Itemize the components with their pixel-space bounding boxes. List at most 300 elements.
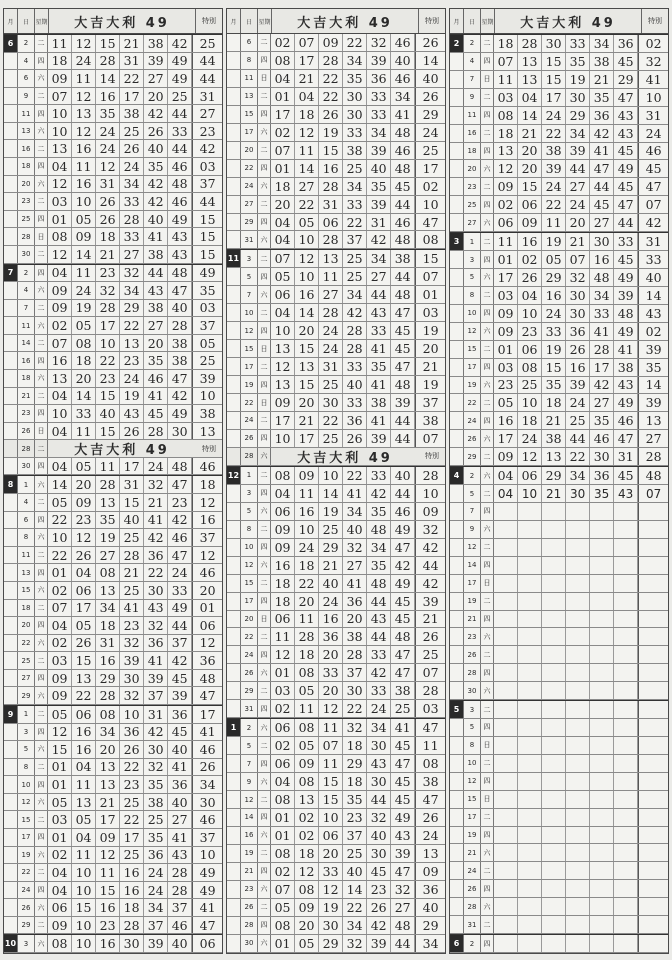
drawn-number: 27	[590, 394, 614, 411]
number-cells	[48, 847, 222, 864]
day-cell: 19	[241, 845, 258, 862]
drawn-number: 28	[295, 628, 319, 645]
drawn-number: 31	[367, 214, 391, 231]
day-cell: 6	[241, 34, 258, 51]
draw-row	[450, 773, 668, 791]
drawn-number: 22	[343, 214, 367, 231]
drawn-number: 16	[72, 176, 96, 193]
day-cell: 17	[241, 358, 258, 375]
drawn-number: 16	[590, 251, 614, 268]
draw-row	[227, 575, 445, 593]
drawn-number: 12	[319, 881, 343, 898]
drawn-number: 33	[614, 233, 638, 250]
drawn-number	[518, 503, 542, 520]
drawn-number: 36	[168, 776, 192, 793]
drawn-number	[494, 664, 518, 681]
drawn-number: 40	[168, 741, 192, 758]
drawn-number	[494, 827, 518, 844]
month-cell	[227, 827, 241, 844]
special-number: 17	[415, 160, 445, 177]
special-number: 13	[415, 845, 445, 862]
special-number: 07	[638, 196, 668, 213]
drawn-number: 41	[391, 106, 415, 123]
drawn-number: 22	[343, 34, 367, 51]
header-special: 特別	[202, 17, 216, 25]
day-cell: 3	[18, 724, 35, 741]
drawn-number	[566, 809, 590, 826]
drawn-number	[542, 844, 566, 861]
drawn-number	[614, 935, 638, 952]
drawn-number: 15	[542, 359, 566, 376]
drawn-number	[590, 646, 614, 663]
drawn-number: 10	[120, 706, 144, 723]
drawn-number	[518, 898, 542, 915]
drawn-number	[542, 557, 566, 574]
drawn-number: 12	[271, 358, 295, 375]
day-cell: 8	[464, 737, 481, 754]
drawn-number: 16	[120, 882, 144, 899]
drawn-number: 12	[295, 124, 319, 141]
drawn-number: 41	[590, 323, 614, 340]
drawn-number: 32	[343, 719, 367, 736]
special-number: 09	[415, 863, 445, 880]
month-cell: 2	[450, 35, 464, 52]
drawn-number	[542, 539, 566, 556]
day-cell: 24	[241, 178, 258, 195]
number-cells	[271, 467, 445, 484]
drawn-number: 05	[72, 211, 96, 228]
draw-row	[227, 70, 445, 88]
drawn-number: 15	[319, 773, 343, 790]
drawn-number: 22	[120, 317, 144, 334]
drawn-number: 03	[271, 682, 295, 699]
month-cell: 6	[450, 935, 464, 952]
drawn-number: 09	[72, 494, 96, 511]
weekday-cell: 四	[35, 265, 48, 282]
number-cells	[271, 935, 445, 952]
drawn-number: 30	[144, 582, 168, 599]
number-cells	[48, 917, 222, 934]
draw-row	[450, 394, 668, 412]
draw-row	[227, 917, 445, 935]
drawn-number: 33	[343, 196, 367, 213]
drawn-number: 44	[566, 160, 590, 177]
drawn-number: 34	[367, 124, 391, 141]
drawn-number: 42	[590, 125, 614, 142]
draw-row	[450, 521, 668, 539]
draw-row	[450, 466, 668, 485]
draw-row	[450, 611, 668, 629]
weekday-cell: 日	[258, 340, 271, 357]
drawn-number: 16	[96, 935, 120, 952]
drawn-number: 33	[168, 123, 192, 140]
number-cells	[48, 706, 222, 723]
number-cells	[271, 791, 445, 808]
drawn-number: 19	[319, 503, 343, 520]
drawn-number	[590, 809, 614, 826]
drawn-number: 18	[48, 53, 72, 70]
special-number: 13	[192, 423, 222, 440]
number-cells	[494, 448, 668, 465]
number-cells	[271, 124, 445, 141]
number-cells	[271, 664, 445, 681]
drawn-number	[542, 791, 566, 808]
drawn-number	[590, 898, 614, 915]
draw-row	[4, 88, 222, 106]
special-number: 41	[192, 899, 222, 916]
drawn-number: 34	[566, 467, 590, 484]
special-number	[638, 628, 668, 645]
drawn-number: 09	[494, 448, 518, 465]
drawn-number: 10	[295, 521, 319, 538]
drawn-number: 24	[144, 882, 168, 899]
drawn-number: 11	[542, 214, 566, 231]
drawn-number	[614, 646, 638, 663]
drawn-number: 23	[96, 917, 120, 934]
drawn-number	[614, 809, 638, 826]
drawn-number: 14	[518, 107, 542, 124]
special-number: 46	[192, 811, 222, 828]
draw-row	[4, 811, 222, 829]
weekday-cell: 四	[481, 773, 494, 790]
drawn-number: 05	[295, 214, 319, 231]
drawn-number	[614, 593, 638, 610]
drawn-number: 18	[120, 899, 144, 916]
drawn-number: 19	[319, 124, 343, 141]
drawn-number: 48	[614, 305, 638, 322]
drawn-number	[566, 646, 590, 663]
day-cell: 5	[18, 741, 35, 758]
drawn-number: 46	[168, 529, 192, 546]
drawn-number: 18	[271, 575, 295, 592]
day-cell: 23	[464, 628, 481, 645]
month-cell	[227, 881, 241, 898]
draw-row	[450, 809, 668, 827]
drawn-number	[542, 809, 566, 826]
special-number: 15	[192, 211, 222, 228]
drawn-number: 07	[48, 600, 72, 617]
number-cells	[494, 898, 668, 915]
special-number: 39	[192, 370, 222, 387]
drawn-number: 40	[367, 160, 391, 177]
special-number	[638, 791, 668, 808]
special-number: 16	[192, 512, 222, 529]
drawn-number: 17	[271, 106, 295, 123]
month-cell	[4, 300, 18, 317]
drawn-number	[542, 611, 566, 628]
drawn-number: 30	[120, 670, 144, 687]
drawn-number: 49	[391, 575, 415, 592]
day-cell: 12	[241, 791, 258, 808]
drawn-number: 08	[96, 706, 120, 723]
weekday-cell: 四	[258, 322, 271, 339]
drawn-number: 16	[319, 611, 343, 628]
day-cell: 8	[241, 52, 258, 69]
drawn-number: 07	[566, 251, 590, 268]
drawn-number: 42	[168, 652, 192, 669]
special-number	[638, 646, 668, 663]
special-number: 07	[638, 485, 668, 502]
drawn-number: 49	[168, 53, 192, 70]
drawn-number: 38	[168, 352, 192, 369]
drawn-number: 13	[518, 53, 542, 70]
number-cells	[271, 628, 445, 645]
drawn-number: 13	[72, 794, 96, 811]
day-cell: 5	[464, 269, 481, 286]
day-cell: 20	[464, 160, 481, 177]
drawn-number: 43	[614, 125, 638, 142]
drawn-number	[614, 539, 638, 556]
month-cell	[4, 882, 18, 899]
special-number: 32	[638, 53, 668, 70]
drawn-number: 15	[542, 71, 566, 88]
drawn-number	[518, 791, 542, 808]
weekday-cell: 六	[481, 214, 494, 231]
special-number: 35	[192, 282, 222, 299]
drawn-number: 24	[120, 370, 144, 387]
drawn-number: 10	[72, 935, 96, 952]
drawn-number: 08	[48, 228, 72, 245]
number-cells	[494, 916, 668, 933]
drawn-number: 26	[120, 140, 144, 157]
month-cell	[227, 521, 241, 538]
drawn-number: 38	[542, 143, 566, 160]
drawn-number: 04	[72, 759, 96, 776]
weekday-cell: 六	[481, 377, 494, 394]
drawn-number: 20	[72, 476, 96, 493]
weekday-cell: 日	[481, 737, 494, 754]
special-number: 07	[415, 664, 445, 681]
drawn-number: 46	[168, 158, 192, 175]
drawn-number	[590, 539, 614, 556]
draw-row	[4, 512, 222, 530]
weekday-cell: 二	[481, 862, 494, 879]
number-cells	[494, 89, 668, 106]
special-number: 40	[638, 269, 668, 286]
day-cell: 16	[18, 352, 35, 369]
drawn-number	[590, 719, 614, 736]
drawn-number: 10	[518, 394, 542, 411]
drawn-number: 41	[168, 759, 192, 776]
day-cell: 15	[241, 340, 258, 357]
drawn-number	[590, 755, 614, 772]
drawn-number: 02	[271, 34, 295, 51]
drawn-number: 34	[343, 503, 367, 520]
drawn-number: 05	[271, 899, 295, 916]
drawn-number	[566, 916, 590, 933]
weekday-cell: 二	[258, 575, 271, 592]
drawn-number: 19	[542, 341, 566, 358]
draw-row	[450, 34, 668, 53]
drawn-number: 27	[144, 70, 168, 87]
drawn-number: 32	[144, 617, 168, 634]
day-cell: 14	[18, 335, 35, 352]
draw-row	[227, 611, 445, 629]
special-number: 49	[192, 882, 222, 899]
weekday-cell: 四	[258, 593, 271, 610]
drawn-number: 21	[542, 412, 566, 429]
drawn-number	[614, 844, 638, 861]
draw-row	[227, 106, 445, 124]
day-cell: 15	[241, 106, 258, 123]
drawn-number: 01	[48, 564, 72, 581]
drawn-number: 22	[542, 196, 566, 213]
drawn-number: 46	[590, 430, 614, 447]
day-cell: 25	[18, 211, 35, 228]
drawn-number: 13	[96, 582, 120, 599]
drawn-number: 02	[48, 635, 72, 652]
special-number: 31	[638, 233, 668, 250]
drawn-number: 35	[590, 89, 614, 106]
day-cell: 19	[464, 827, 481, 844]
drawn-number: 46	[391, 70, 415, 87]
number-cells	[494, 467, 668, 484]
draw-row	[4, 547, 222, 565]
weekday-cell: 六	[35, 899, 48, 916]
drawn-number: 17	[494, 269, 518, 286]
month-cell	[450, 125, 464, 142]
drawn-number: 27	[144, 317, 168, 334]
month-cell	[450, 916, 464, 933]
drawn-number	[566, 827, 590, 844]
drawn-number: 09	[494, 178, 518, 195]
drawn-number: 34	[96, 600, 120, 617]
drawn-number: 25	[120, 794, 144, 811]
drawn-number: 24	[144, 864, 168, 881]
drawn-number: 19	[72, 300, 96, 317]
drawn-number	[566, 862, 590, 879]
weekday-cell: 四	[35, 724, 48, 741]
special-number: 13	[638, 412, 668, 429]
number-cells	[48, 547, 222, 564]
drawn-number: 45	[391, 178, 415, 195]
drawn-number	[494, 503, 518, 520]
weekday-cell: 二	[481, 809, 494, 826]
drawn-number: 24	[96, 123, 120, 140]
day-cell: 28	[464, 664, 481, 681]
drawn-number: 41	[144, 228, 168, 245]
weekday-cell: 六	[35, 176, 48, 193]
day-cell: 10	[241, 304, 258, 321]
drawn-number: 17	[295, 430, 319, 447]
draw-row	[4, 670, 222, 688]
month-cell	[227, 593, 241, 610]
drawn-number: 37	[343, 231, 367, 248]
weekday-cell: 二	[35, 706, 48, 723]
month-cell	[450, 682, 464, 699]
number-cells	[48, 123, 222, 140]
drawn-number: 34	[367, 719, 391, 736]
drawn-number: 08	[96, 564, 120, 581]
drawn-number: 26	[72, 547, 96, 564]
drawn-number: 36	[120, 724, 144, 741]
drawn-number: 29	[566, 107, 590, 124]
drawn-number: 40	[319, 575, 343, 592]
drawn-number	[566, 935, 590, 952]
draw-row	[450, 305, 668, 323]
drawn-number: 33	[367, 106, 391, 123]
month-cell	[450, 377, 464, 394]
month-cell: 6	[4, 35, 18, 52]
drawn-number: 42	[168, 512, 192, 529]
draw-row	[450, 377, 668, 395]
drawn-number: 42	[590, 377, 614, 394]
month-cell	[450, 359, 464, 376]
drawn-number	[494, 809, 518, 826]
drawn-number	[518, 628, 542, 645]
weekday-cell: 二	[258, 304, 271, 321]
drawn-number: 25	[120, 847, 144, 864]
draw-row	[450, 71, 668, 89]
weekday-cell: 四	[481, 196, 494, 213]
drawn-number: 41	[614, 341, 638, 358]
day-cell: 1	[241, 467, 258, 484]
number-cells	[48, 529, 222, 546]
drawn-number: 40	[144, 140, 168, 157]
draw-row	[450, 628, 668, 646]
drawn-number: 22	[120, 811, 144, 828]
drawn-number: 09	[295, 899, 319, 916]
drawn-number: 25	[120, 529, 144, 546]
drawn-number: 36	[590, 107, 614, 124]
weekday-cell: 四	[258, 430, 271, 447]
weekday-cell: 二	[35, 140, 48, 157]
draw-row	[4, 741, 222, 759]
drawn-number: 30	[367, 773, 391, 790]
drawn-number: 08	[518, 359, 542, 376]
drawn-number: 41	[343, 485, 367, 502]
month-cell	[4, 211, 18, 228]
drawn-number: 42	[144, 105, 168, 122]
special-number: 26	[415, 809, 445, 826]
drawn-number: 10	[96, 335, 120, 352]
day-cell: 15	[18, 811, 35, 828]
draw-row	[227, 791, 445, 809]
drawn-number: 23	[494, 377, 518, 394]
day-cell: 24	[241, 646, 258, 663]
drawn-number: 08	[48, 935, 72, 952]
drawn-number: 05	[72, 811, 96, 828]
drawn-number: 28	[96, 53, 120, 70]
drawn-number	[590, 701, 614, 718]
number-cells	[494, 664, 668, 681]
special-number: 33	[638, 251, 668, 268]
drawn-number: 31	[96, 176, 120, 193]
drawn-number	[566, 682, 590, 699]
drawn-number: 23	[96, 370, 120, 387]
draw-row	[227, 682, 445, 700]
special-number: 46	[192, 741, 222, 758]
weekday-cell: 日	[481, 791, 494, 808]
month-cell	[450, 646, 464, 663]
number-cells	[494, 287, 668, 304]
weekday-cell: 二	[481, 341, 494, 358]
day-cell: 12	[18, 794, 35, 811]
day-cell: 2	[464, 935, 481, 952]
drawn-number: 44	[367, 286, 391, 303]
drawn-number: 44	[367, 593, 391, 610]
day-cell: 8	[18, 759, 35, 776]
day-cell: 2	[18, 35, 35, 52]
special-number: 40	[415, 899, 445, 916]
special-number: 47	[415, 719, 445, 736]
drawn-number	[494, 773, 518, 790]
weekday-cell: 四	[258, 376, 271, 393]
special-number: 03	[192, 300, 222, 317]
special-number	[638, 898, 668, 915]
month-cell	[450, 107, 464, 124]
drawn-number	[518, 646, 542, 663]
